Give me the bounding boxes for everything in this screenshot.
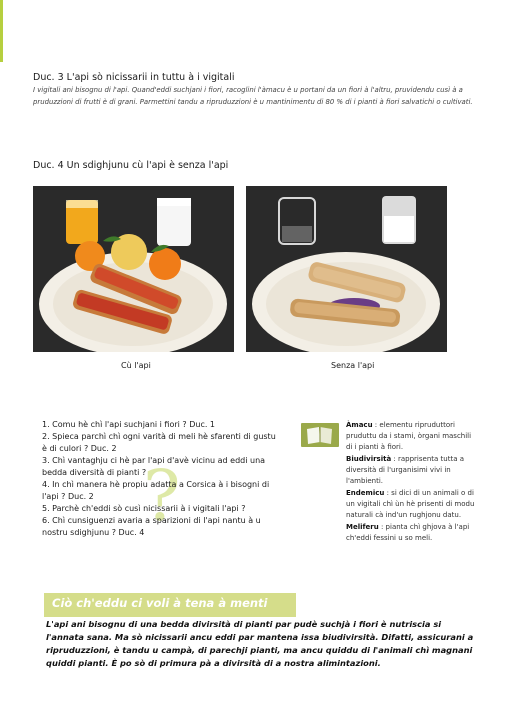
- glossary-definition: : rapprisenta tutta a diversità di l'urganisimi vivi in l'ambienti.: [346, 455, 464, 485]
- caption-without-bees: Senza l'api: [331, 361, 375, 370]
- question-mark-watermark: ?: [143, 455, 181, 537]
- glossary-term: Endemicu: [346, 489, 385, 497]
- breakfast-with-bees-photo: [33, 186, 234, 352]
- glossary-entry: [346, 420, 476, 453]
- doc3-text: I vigitali ani bisognu di l'api. Quand'eddi suchjani i fiori, racoglini l'àmacu è u portani da un fiori à l'altru, pruvidendu cusì à a pruduzzioni di frutti è di grani. Parmettini tandu a ripruduzzioni è u mantinimentu di 80 % di i pianti à fiori salvatichi o cultivati.: [33, 86, 473, 106]
- glossary-entry: [346, 522, 476, 544]
- remember-title: Ciò ch'eddu ci voli à tena à menti: [52, 596, 268, 610]
- question-item: 1. Comu hè chì l'api suchjani i fiori ? Duc. 1: [42, 420, 216, 429]
- glossary-entry: [346, 454, 476, 487]
- question-item: 6. Chì cunsiguenzi avaria a sparizioni di l'api nantu à u nostru sdighjunu ? Duc. 4: [42, 516, 261, 537]
- remember-text: L'api ani bisognu di una bedda divirsità di pianti par pudè suchjà i fiori è nutriscia si l'annata sana. Ma sò nicissarii ancu eddi par mantena issa biudivirsità. Difatti, assicurani a ripruduzzioni, è tandu u campà, di parechji pianti, ma ancu quiddu di l'animali chì magnani quiddi pianti. È po sò di primura pà a divirsità di a nostra alimintazioni.: [46, 619, 474, 668]
- glossary-definition: : elementu ripruduttori pruduttu da i stami, òrgani maschili di i pianti à fiori.: [346, 421, 472, 451]
- corner-accent-bar: [0, 0, 3, 62]
- doc4-title: Duc. 4 Un sdighjunu cù l'api è senza l'api: [33, 160, 229, 171]
- glossary-term: Àmacu: [346, 421, 373, 429]
- question-item: 3. Chì vantaghju ci hè par l'api d'avè vicinu ad eddi una bedda diversità di pianti ?: [42, 456, 266, 477]
- glossary-term: Biudivirsità: [346, 455, 392, 463]
- caption-with-bees: Cù l'api: [121, 361, 151, 370]
- glossary-entry: [346, 488, 476, 521]
- question-item: 5. Parchè ch'eddi sò cusì nicissarii à i vigitali l'api ?: [42, 504, 246, 513]
- question-item: 4. In chì manera hè propiu adatta a Corsica à i bisogni di l'api ? Duc. 2: [42, 480, 270, 501]
- glossary: [346, 420, 476, 545]
- questions-list: [42, 419, 276, 539]
- question-item: 2. Spieca parchì chì ogni varità di meli hè sfarenti di gustu è di culori ? Duc. 2: [42, 432, 276, 453]
- book-icon: [301, 423, 339, 447]
- breakfast-without-bees-photo: [246, 186, 447, 352]
- glossary-definition: : si dici di un animali o di un vigitali chì ùn hè prisenti di modu naturali cà ind'un rughjonu datu.: [346, 489, 475, 519]
- glossary-definition: : pianta chì ghjova à l'api ch'eddi fessini u so meli.: [346, 523, 470, 542]
- doc3-title: Duc. 3 L'api sò nicissarii in tuttu à i vigitali: [33, 72, 235, 83]
- glossary-term: Meliferu: [346, 523, 379, 531]
